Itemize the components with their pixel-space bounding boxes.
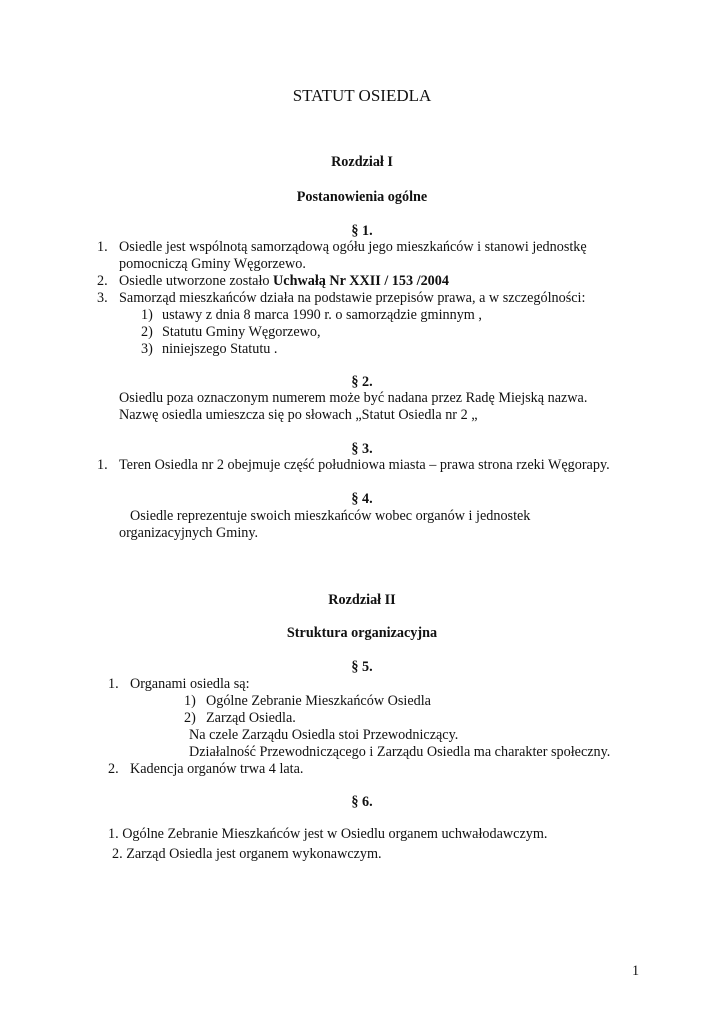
s5-item-2-text: Kadencja organów trwa 4 lata. — [130, 761, 304, 777]
s4-line-2: organizacyjnych Gminy. — [119, 525, 259, 541]
s1-item-2 — [119, 273, 449, 290]
section-6-sign: § 6. — [351, 794, 373, 810]
s1-item-1-number: 1. — [97, 239, 108, 255]
s1-item-3-number: 3. — [97, 290, 108, 306]
s1-sub-1-text: ustawy z dnia 8 marca 1990 r. o samorządzie gminnym , — [162, 307, 482, 323]
chapter-1-subheading: Postanowienia ogólne — [296, 189, 428, 205]
s1-item-2-number: 2. — [97, 273, 108, 289]
section-4-sign: § 4. — [351, 491, 373, 507]
section-3-sign: § 3. — [351, 441, 373, 457]
s6-item-1: 1. Ogólne Zebranie Mieszkańców jest w Osiedlu organem uchwałodawczym. — [108, 826, 548, 842]
s1-sub-2-number: 2) — [141, 324, 153, 340]
s1-item-3-text: Samorząd mieszkańców działa na podstawie przepisów prawa, a w szczególności: — [119, 290, 586, 306]
s1-sub-1-number: 1) — [141, 307, 153, 323]
s5-item-1-number: 1. — [108, 676, 119, 692]
s1-item-1-line-2: pomocniczą Gminy Węgorzewo. — [119, 256, 306, 272]
s5-sub-1-number: 1) — [184, 693, 196, 709]
s5-item-2-number: 2. — [108, 761, 119, 777]
s1-sub-2-text: Statutu Gminy Węgorzewo, — [162, 324, 321, 340]
s1-resolution-number: Uchwałą Nr XXII / 153 /2004 — [273, 273, 449, 289]
s1-item-2-text: Osiedle utworzone zostało — [119, 273, 274, 289]
chapter-2-heading: Rozdział II — [328, 592, 396, 608]
s5-sub-2-text: Zarząd Osiedla. — [206, 710, 296, 726]
s5-sub-1-text: Ogólne Zebranie Mieszkańców Osiedla — [206, 693, 431, 709]
s1-item-1-line-1: Osiedle jest wspólnotą samorządową ogółu jego mieszkańców i stanowi jednostkę — [119, 239, 587, 255]
chapter-2-subheading: Struktura organizacyjna — [286, 625, 438, 641]
s4-line-1: Osiedle reprezentuje swoich mieszkańców wobec organów i jednostek — [130, 508, 531, 524]
s3-item-1-number: 1. — [97, 457, 108, 473]
page-number: 1 — [632, 963, 640, 979]
s2-line-2: Nazwę osiedla umieszcza się po słowach „Statut Osiedla nr 2 „ — [119, 407, 478, 423]
s1-sub-3-text: niniejszego Statutu . — [162, 341, 278, 357]
chapter-1-heading: Rozdział I — [331, 154, 393, 170]
s2-line-1: Osiedlu poza oznaczonym numerem może być nadana przez Radę Miejską nazwa. — [119, 390, 588, 406]
section-5-sign: § 5. — [351, 659, 373, 675]
s5-note-1: Na czele Zarządu Osiedla stoi Przewodniczący. — [189, 727, 459, 743]
s6-item-2: 2. Zarząd Osiedla jest organem wykonawczym. — [112, 846, 382, 862]
s5-item-1-text: Organami osiedla są: — [130, 676, 250, 692]
s3-item-1-text: Teren Osiedla nr 2 obejmuje część południowa miasta – prawa strona rzeki Węgorapy. — [119, 457, 610, 473]
section-2-sign: § 2. — [351, 374, 373, 390]
s1-sub-3-number: 3) — [141, 341, 153, 357]
s5-sub-2-number: 2) — [184, 710, 196, 726]
s5-note-2: Działalność Przewodniczącego i Zarządu Osiedla ma charakter społeczny. — [189, 744, 611, 760]
section-1-sign: § 1. — [351, 223, 373, 239]
document-title: STATUT OSIEDLA — [292, 86, 432, 105]
